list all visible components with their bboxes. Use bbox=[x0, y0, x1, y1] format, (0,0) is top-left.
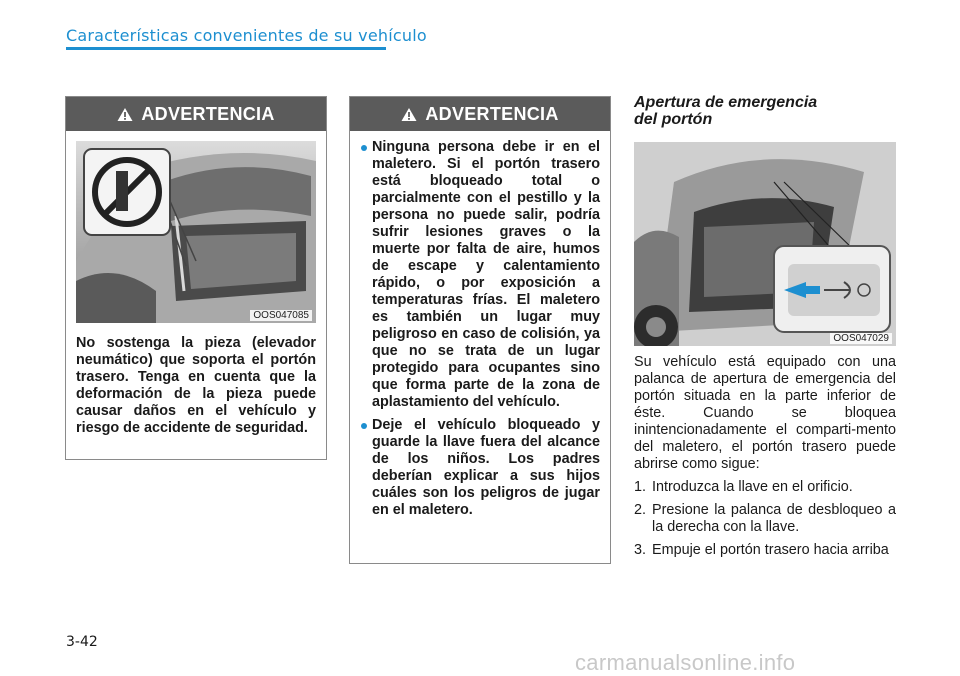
warning-triangle-icon bbox=[401, 107, 417, 122]
step-1 bbox=[634, 479, 896, 496]
step-3 bbox=[634, 542, 896, 559]
step-text: Empuje el portón trasero hacia arriba bbox=[652, 542, 889, 558]
warning-header bbox=[350, 97, 610, 131]
tailgate-strut-photo bbox=[76, 141, 316, 323]
warning-text: No sostenga la pieza (elevador neumático) que soporta el portón trasero. Tenga en cuenta que la deformación de la pieza puede causar daños en el vehículo y riesgo de accidente de seguridad. bbox=[76, 335, 316, 436]
warning-triangle-icon bbox=[117, 107, 133, 122]
section-title bbox=[634, 94, 817, 128]
step-2 bbox=[634, 502, 896, 536]
step-number: 1. bbox=[634, 479, 647, 495]
step-number: 3. bbox=[634, 542, 647, 558]
image-code: OOS047029 bbox=[830, 333, 892, 344]
page-number: 3-42 bbox=[66, 634, 98, 650]
step-text: Presione la palanca de desbloqueo a la derecha con la llave. bbox=[652, 502, 896, 535]
section-intro: Su vehículo está equipado con una palanca de apertura de emergencia del portón situada en la parte inferior de éste. Cuando se bloquea inintencionadamente el comparti-mento del maletero, el portón trasero puede abrirse como sigue: bbox=[634, 354, 896, 472]
section-header: Características convenientes de su vehículo bbox=[66, 26, 427, 45]
warning-bullet-1: Ninguna persona debe ir en el maletero. Si el portón trasero está bloqueado total o parcialmente con el pestillo y la persona no puede salir, podría sufrir lesiones graves o la muerte por falta de aire, humos de escape y calentamiento rápido, o por exposición a temperaturas frías. El maletero es también un lugar muy peligroso en caso de colisión, ya que no se trata de un lugar protegido para ocupantes sino que forma parte de la zona de aplastamiento del vehículo. bbox=[360, 139, 600, 411]
warning-box-1 bbox=[65, 96, 327, 460]
step-text: Introduzca la llave en el orificio. bbox=[652, 479, 853, 495]
section-title-line-1: Apertura de emergencia bbox=[634, 94, 818, 111]
watermark: carmanualsonline.info bbox=[575, 650, 796, 675]
warning-heading: ADVERTENCIA bbox=[141, 103, 275, 124]
image-code: OOS047085 bbox=[250, 310, 312, 321]
header-rule bbox=[66, 47, 386, 50]
warning-heading: ADVERTENCIA bbox=[425, 103, 559, 124]
step-number: 2. bbox=[634, 502, 647, 518]
section-body bbox=[634, 354, 896, 565]
emergency-release-photo bbox=[634, 142, 896, 346]
warning-box-2 bbox=[349, 96, 611, 564]
section-title-line-2: del portón bbox=[634, 111, 713, 128]
warning-header bbox=[66, 97, 326, 131]
warning-bullet-2: Deje el vehículo bloqueado y guarde la llave fuera del alcance de los niños. Los padres deberían explicar a sus hijos cuáles son los peligros de jugar en el maletero. bbox=[360, 417, 600, 519]
